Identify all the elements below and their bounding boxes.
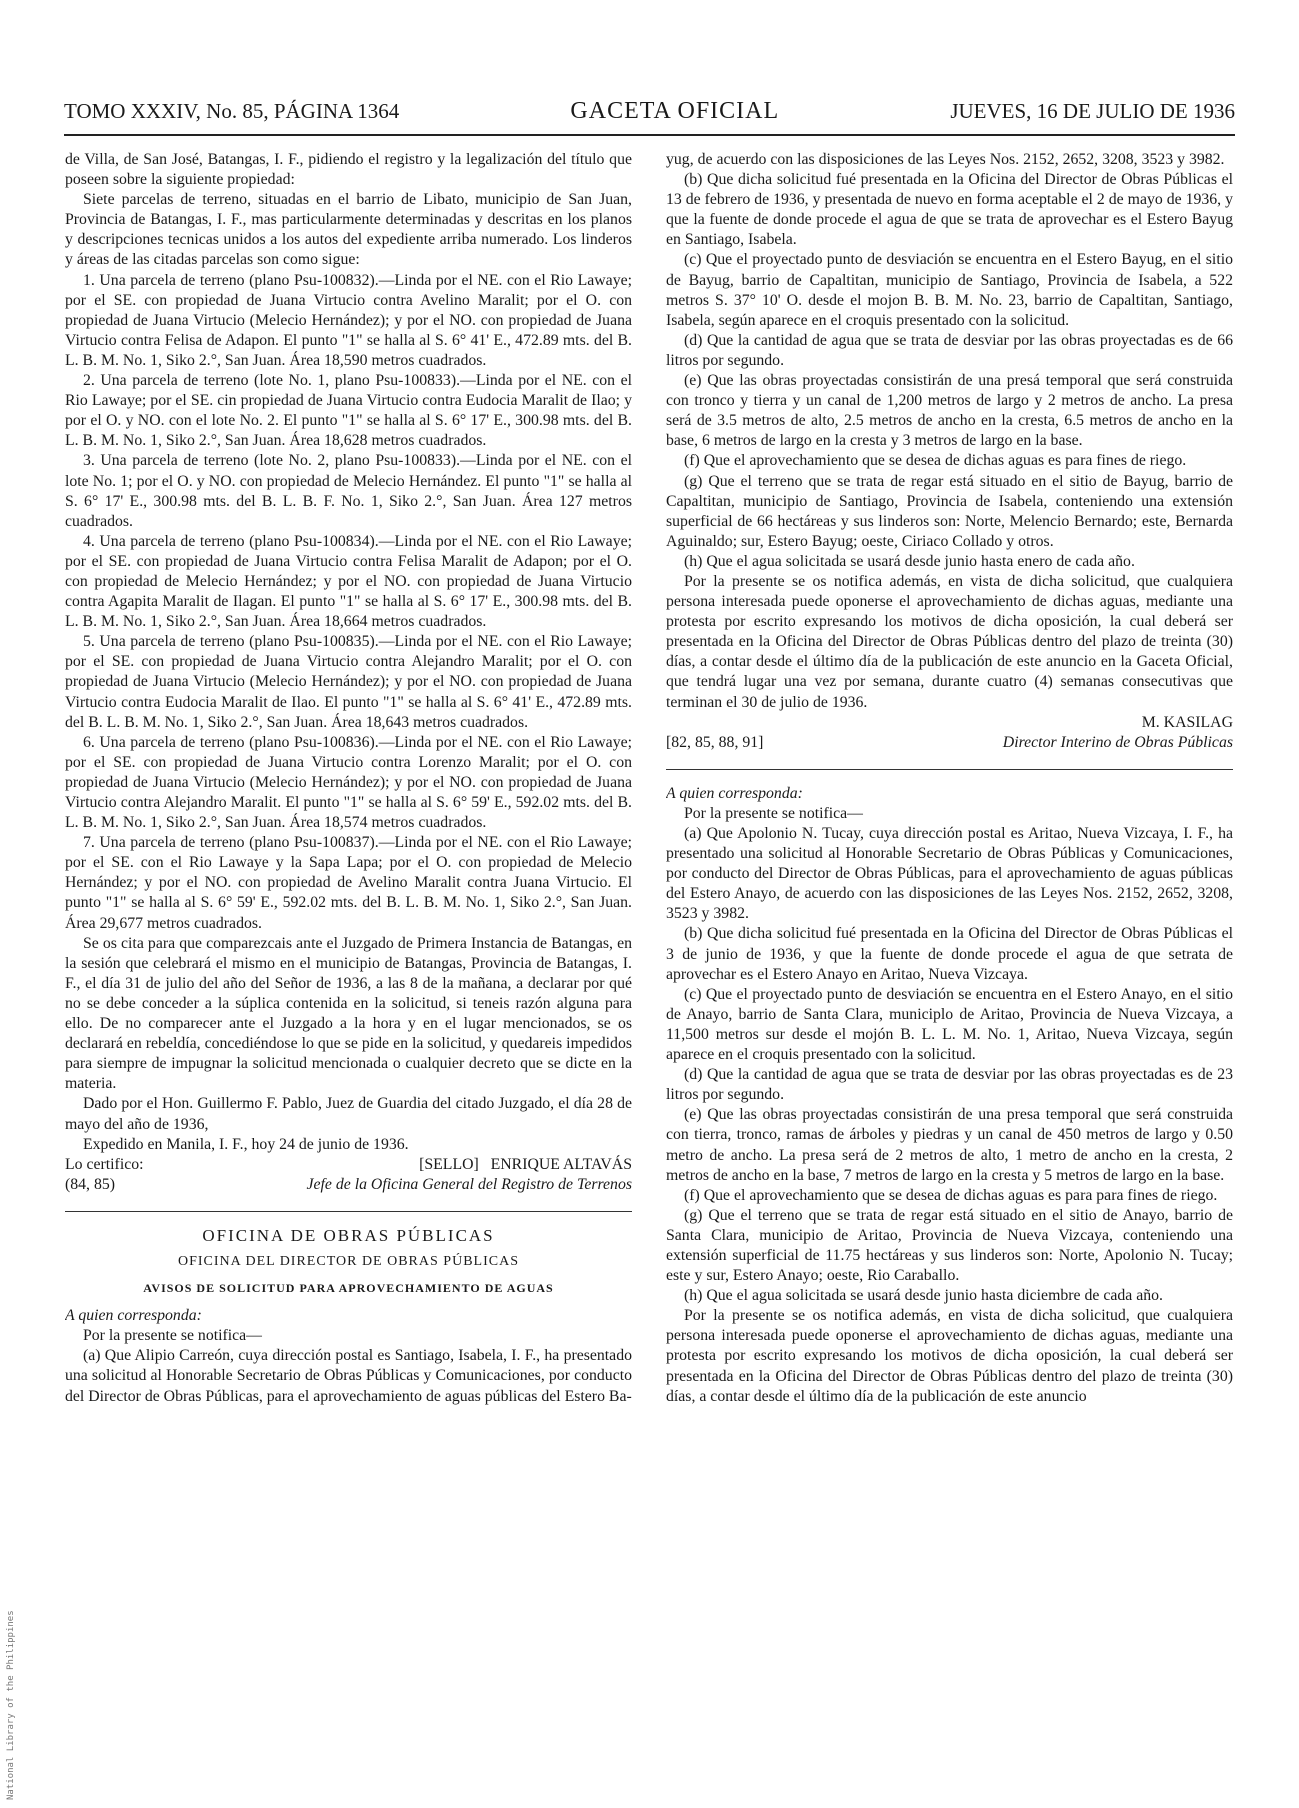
page-header bbox=[64, 98, 1235, 132]
notice1-signer: M. KASILAG bbox=[1141, 713, 1233, 731]
notice2-item-e: (e) Que las obras proyectadas consistirán de una presa temporal que será construida con tierra, tronco, ramas de árboles y piedras y un canal de 450 metros de largo y 0.50 metro de ancho. La presa será de 2 metros de alto, 1 metro de ancho en la cresta, 2 metros de ancho en la base, 7 metros de largo en la cresta y 5 metros de largo en la base. bbox=[666, 1106, 1233, 1184]
notice2-item-g: (g) Que el terreno que se trata de regar está situado en el sitio de Anayo, barrio de Santa Clara, municipio de Aritao, Provincia de Nueva Vizcaya, conteniendo una extensión superficial de 11.75 hectáreas y sus linderos son: Norte, Apolonio N. Tucay; este y sur, Estero Anayo; oeste, Rio Caraballo. bbox=[666, 1206, 1233, 1285]
dado-paragraph: Dado por el Hon. Guillermo F. Pablo, Juez de Guardia del citado Juzgado, el día 28 de mayo del año de 1936, bbox=[65, 1095, 632, 1133]
notice1-item-d: (d) Que la cantidad de agua que se trata de desviar por las obras proyectadas es de 66 litros por segundo. bbox=[666, 331, 1233, 369]
salutation: A quien corresponda: bbox=[65, 1307, 202, 1325]
signer-title-line bbox=[65, 1175, 632, 1195]
notice-divider bbox=[666, 769, 1233, 770]
notice-item-a: (a) Que Alipio Carreón, cuya dirección postal es Santiago, Isabela, I. F., ha presentado una solicitud al Honorable Secretario de Obras Públicas y Comunicaciones, por conducto del Director de Obras Públicas, para el aprovechamiento de aguas públicas del Estero Ba- bbox=[65, 1347, 632, 1405]
property-paragraph: Siete parcelas de terreno, situadas en el barrio de Libato, municipio de San Juan, Provincia de Batangas, I. F., mas particularmente determinadas y descritas en los planos y descripciones tecnicas unidos a los autos del expediente arriba numerado. Los linderos y áreas de las citadas parcelas son como sigue: bbox=[65, 191, 632, 269]
certifico-label: Lo certifico: bbox=[65, 1155, 144, 1173]
right-column bbox=[666, 150, 1233, 1798]
signer-name: ENRIQUE ALTAVÁS bbox=[490, 1155, 632, 1173]
section-divider bbox=[65, 1211, 632, 1212]
continuation: yug, de acuerdo con las disposiciones de las Leyes Nos. 2152, 2652, 3208, 3523 y 3982. bbox=[666, 151, 1225, 168]
parcel-2: 2. Una parcela de terreno (lote No. 1, plano Psu-100833).—Linda por el NE. con el Rio Lawaye; por el SE. cin propiedad de Juana Virtucio contra Eudocia Maralit de Ilao; y por el O. y NO. con el lote No. 2. El punto "1" se halla al S. 6° 17' E., 300.98 mts. del B. L. B. M. No. 1, Siko 2.°, San Juan. Área 18,628 metros cuadrados. bbox=[65, 372, 632, 450]
notice2-item-d: (d) Que la cantidad de agua que se trata de desviar por las obras proyectadas es de 23 litros por segundo. bbox=[666, 1066, 1233, 1104]
parcel-5: 5. Una parcela de terreno (plano Psu-100835).—Linda por el NE. con el Rio Lawaye; por el SE. con propiedad de Juana Virtucio contra Alejandro Maralit; por el O. con propiedad de Juana Virtucio (Melecio Hernández); y por el NO. con propiedad de Juana Virtucio contra Eudocia Maralit de Ilao. El punto "1" se halla al S. 6° 41' E., 472.89 mts. del B. L. B. M. No. 1, Siko 2.°, San Juan. Área 18,643 metros cuadrados. bbox=[65, 633, 632, 731]
parcel-7: 7. Una parcela de terreno (plano Psu-100837).—Linda por el NE. con el Rio Lawaye; por el SE. con el Rio Lawaye y la Sapa Lapa; por el O. con propiedad de Melecio Hernández; y por el NO. con propiedad de Avelino Maralit contra Juana Virtucio. El punto "1" se halla al S. 6° 59' E., 592.02 mts. del B. L. B. M. No. 1, Siko 2.°, San Juan. Área 29,677 metros cuadrados. bbox=[65, 834, 632, 932]
notice2-item-a: (a) Que Apolonio N. Tucay, cuya dirección postal es Aritao, Nueva Vizcaya, I. F., ha presentado una solicitud al Honorable Secretario de Obras Públicas y Comunicaciones, por conducto del Director de Obras Públicas, para el aprovechamiento de aguas públicas del Estero Anayo, de acuerdo con las disposiciones de las Leyes Nos. 2152, 2652, 3208, 3523 y 3982. bbox=[666, 825, 1233, 923]
office-title: OFICINA DE OBRAS PÚBLICAS bbox=[202, 1225, 495, 1245]
seal-and-signer bbox=[419, 1155, 632, 1175]
header-volume: TOMO XXXIV, No. 85, PÁGINA 1364 bbox=[64, 99, 400, 123]
seal-label: [SELLO] bbox=[419, 1155, 479, 1173]
expedido-paragraph: Expedido en Manila, I. F., hoy 24 de junio de 1936. bbox=[83, 1135, 409, 1153]
notice1-item-h: (h) Que el agua solicitada se usará desde junio hasta enero de cada año. bbox=[684, 552, 1135, 570]
header-date: JUEVES, 16 DE JULIO DE 1936 bbox=[950, 99, 1235, 123]
notice1-refs: [82, 85, 88, 91] bbox=[666, 733, 764, 751]
notice1-item-b: (b) Que dicha solicitud fué presentada en la Oficina del Director de Obras Públicas el 13 de febrero de 1936, y presentada de nuevo en forma aceptable el 2 de mayo de 1936, y que la fuente de donde procede el agua de que se trata de aprovechar es el Estero Bayug en Santiago, Isabela. bbox=[666, 171, 1233, 249]
notice2-item-b: (b) Que dicha solicitud fué presentada en la Oficina del Director de Obras Públicas el 3 de junio de 1936, y que la fuente de donde procede el agua de que setrata de aprovechar es el Estero Anayo en Aritao, Nueva Vizcaya. bbox=[666, 925, 1233, 983]
notifica-line: Por la presente se notifica— bbox=[83, 1327, 262, 1345]
issue-refs: (84, 85) bbox=[65, 1175, 116, 1193]
parcel-4: 4. Una parcela de terreno (plano Psu-100834).—Linda por el NE. con el Rio Lawaye; por el SE. con propiedad de Juana Virtucio contra Felisa Maralit de Adapon; por el O. con propiedad de Melecio Hernández; y por el NO. con propiedad de Juana Virtucio contra Agapita Maralit de Ilagan. El punto "1" se halla al S. 6° 17' E., 300.98 mts. del B. L. B. M. No. 1, Siko 2.°, San Juan. Área 18,664 metros cuadrados. bbox=[65, 532, 632, 631]
parcel-3: 3. Una parcela de terreno (lote No. 2, plano Psu-100833).—Linda por el NE. con el lote No. 1; por el O. y NO. con propiedad de Melecio Hernández. El punto "1" se halla al S. 6° 17' E., 300.98 mts. del B. L. B. F. No. 1, Siko 2.°, San Juan. Área 127 metros cuadrados. bbox=[65, 452, 632, 530]
notice2-closing: Por la presente se os notifica además, en vista de dicha solicitud, que cualquiera persona interesada puede oponerse el aprovechamiento de dichas aguas, mediante una protesta por escrito expresando los motivos de dicha oposición, la cual deberá ser presentada en la Oficina del Director de Obras Públicas dentro del plazo de treinta (30) días, a contar desde el último día de la publicación de este anuncio bbox=[666, 1307, 1233, 1405]
notice1-closing: Por la presente se os notifica además, en vista de dicha solicitud, que cualquiera persona interesada puede oponerse el aprovechamiento de dichas aguas, mediante una protesta por escrito expresando los motivos de dicha oposición, la cual deberá ser presentada en la Oficina del Director de Obras Públicas dentro del plazo de treinta (30) días, a contar desde el último día de la publicación de este anuncio en la Gaceta Oficial, que tendrá lugar una vez por semana, durante cuatro (4) semanas consecutivas que terminan el 30 de julio de 1936. bbox=[666, 572, 1233, 711]
left-column bbox=[65, 150, 632, 1798]
notice1-signer-title: Director Interino de Obras Públicas bbox=[1002, 733, 1233, 751]
notice1-item-g: (g) Que el terreno que se trata de regar está situado en el sitio de Bayug, barrio de Capaltitan, municipio de Santiago, Provincia de Isabela, conteniendo una extensión superficial de 66 hectáreas y sus linderos son: Norte, Melencio Bernardo; este, Bernarda Aguinaldo; sur, Estero Bayug; oeste, Ciriaco Collado y otros. bbox=[666, 472, 1233, 550]
notice2-item-h: (h) Que el agua solicitada se usará desde junio hasta diciembre de cada año. bbox=[684, 1287, 1163, 1305]
parcel-6: 6. Una parcela de terreno (plano Psu-100836).—Linda por el NE. con el Rio Lawaye; por el SE. con propiedad de Juana Virtucio contra Lorenzo Maralit; por el O. con propiedad de Juana Virtucio (Melecio Hernández); y por el NO. con propiedad de Juana Virtucio contra Alejandro Maralit. El punto "1" se halla al S. 6° 59' E., 592.02 mts. del B. L. B. M. No. 1, Siko 2.°, San Juan. Área 18,574 metros cuadrados. bbox=[65, 733, 632, 832]
parcel-1: 1. Una parcela de terreno (plano Psu-100832).—Linda por el NE. con el Rio Lawaye; por el SE. con propiedad de Juana Virtucio contra Avelino Maralit; por el O. con propiedad de Juana Virtucio (Melecio Hernández); y por el NO. con propiedad de Juana Virtucio contra Felisa de Adapon. El punto "1" se halla al S. 6° 41' E., 472.89 mts. del B. L. B. M. No. 1, Siko 2.°, San Juan. Área 18,590 metros cuadrados. bbox=[65, 271, 632, 369]
notices-heading: AVISOS DE SOLICITUD PARA APROVECHAMIENTO DE AGUAS bbox=[143, 1281, 554, 1296]
certification-line bbox=[65, 1155, 632, 1175]
signer-title: Jefe de la Oficina General del Registro de Terrenos bbox=[306, 1175, 632, 1193]
notice1-item-f: (f) Que el aprovechamiento que se desea de dichas aguas es para fines de riego. bbox=[684, 452, 1187, 470]
citation-paragraph: Se os cita para que comparezcais ante el Juzgado de Primera Instancia de Batangas, en la sesión que celebrará el mismo en el municipio de Batangas, Provincia de Batangas, I. F., el día 31 de julio del año del Señor de 1936, a las 8 de la mañana, a declarar por qué no se debe conceder a la súplica contenida en la solicitud, si teneis razón alguna para ello. De no comparecer ante el Juzgado a la hora y en el lugar mencionados, se os declarará en rebeldía, concediéndose lo que se pide en la solicitud, y quedareis impedidos para siempre de impugnar la solicitud mencionada o cualquier decreto que se dicte en la materia. bbox=[65, 934, 632, 1093]
scan-footer: National Library of the Philippines bbox=[6, 1610, 16, 1800]
header-rule bbox=[64, 134, 1235, 136]
intro-paragraph: de Villa, de San José, Batangas, I. F., pidiendo el registro y la legalización del título que poseen sobre la siguiente propiedad: bbox=[65, 151, 632, 189]
office-subtitle: OFICINA DEL DIRECTOR DE OBRAS PÚBLICAS bbox=[178, 1253, 519, 1269]
notice2-item-c: (c) Que el proyectado punto de desviación se encuentra en el Estero Anayo, en el sitio de Anayo, barrio de Santa Clara, municiplo de Aritao, Provincia de Nueva Vizcaya, a 11,500 metros sur desde el mojón B. L. L. M. No. 1, Aritao, Nueva Vizcaya, según aparece en el croquis presentado con la solicitud. bbox=[666, 985, 1233, 1064]
notice1-signer-line bbox=[666, 733, 1233, 753]
notice1-item-e: (e) Que las obras proyectadas consistirán de una presá temporal que será construida con tronco y tierra y un canal de 1,200 metros de largo y 2 metros de ancho. La presa será de 3.5 metros de alto, 2.5 metros de ancho en la cresta, 6.5 metros de ancho en la base, 6 metros de largo en la cresta y 3 metros de largo en la base. bbox=[666, 372, 1233, 450]
salutation-2: A quien corresponda: bbox=[666, 784, 803, 802]
notifica-line-2: Por la presente se notifica— bbox=[684, 804, 863, 822]
notice1-item-c: (c) Que el proyectado punto de desviación se encuentra en el Estero Bayug, en el sitio de Bayug, barrio de Capaltitan, municipio de Santiago, Provincia de Isabela, a 522 metros S. 37° 10' O. desde el mojon B. B. M. No. 23, barrio de Capaltitan, Santiago, Isabela, según aparece en el croquis presentado con la solicitud. bbox=[666, 251, 1233, 329]
notice2-item-f: (f) Que el aprovechamiento que se desea de dichas aguas es para para fines de riego. bbox=[684, 1186, 1218, 1204]
header-title: GACETA OFICIAL bbox=[570, 98, 780, 124]
